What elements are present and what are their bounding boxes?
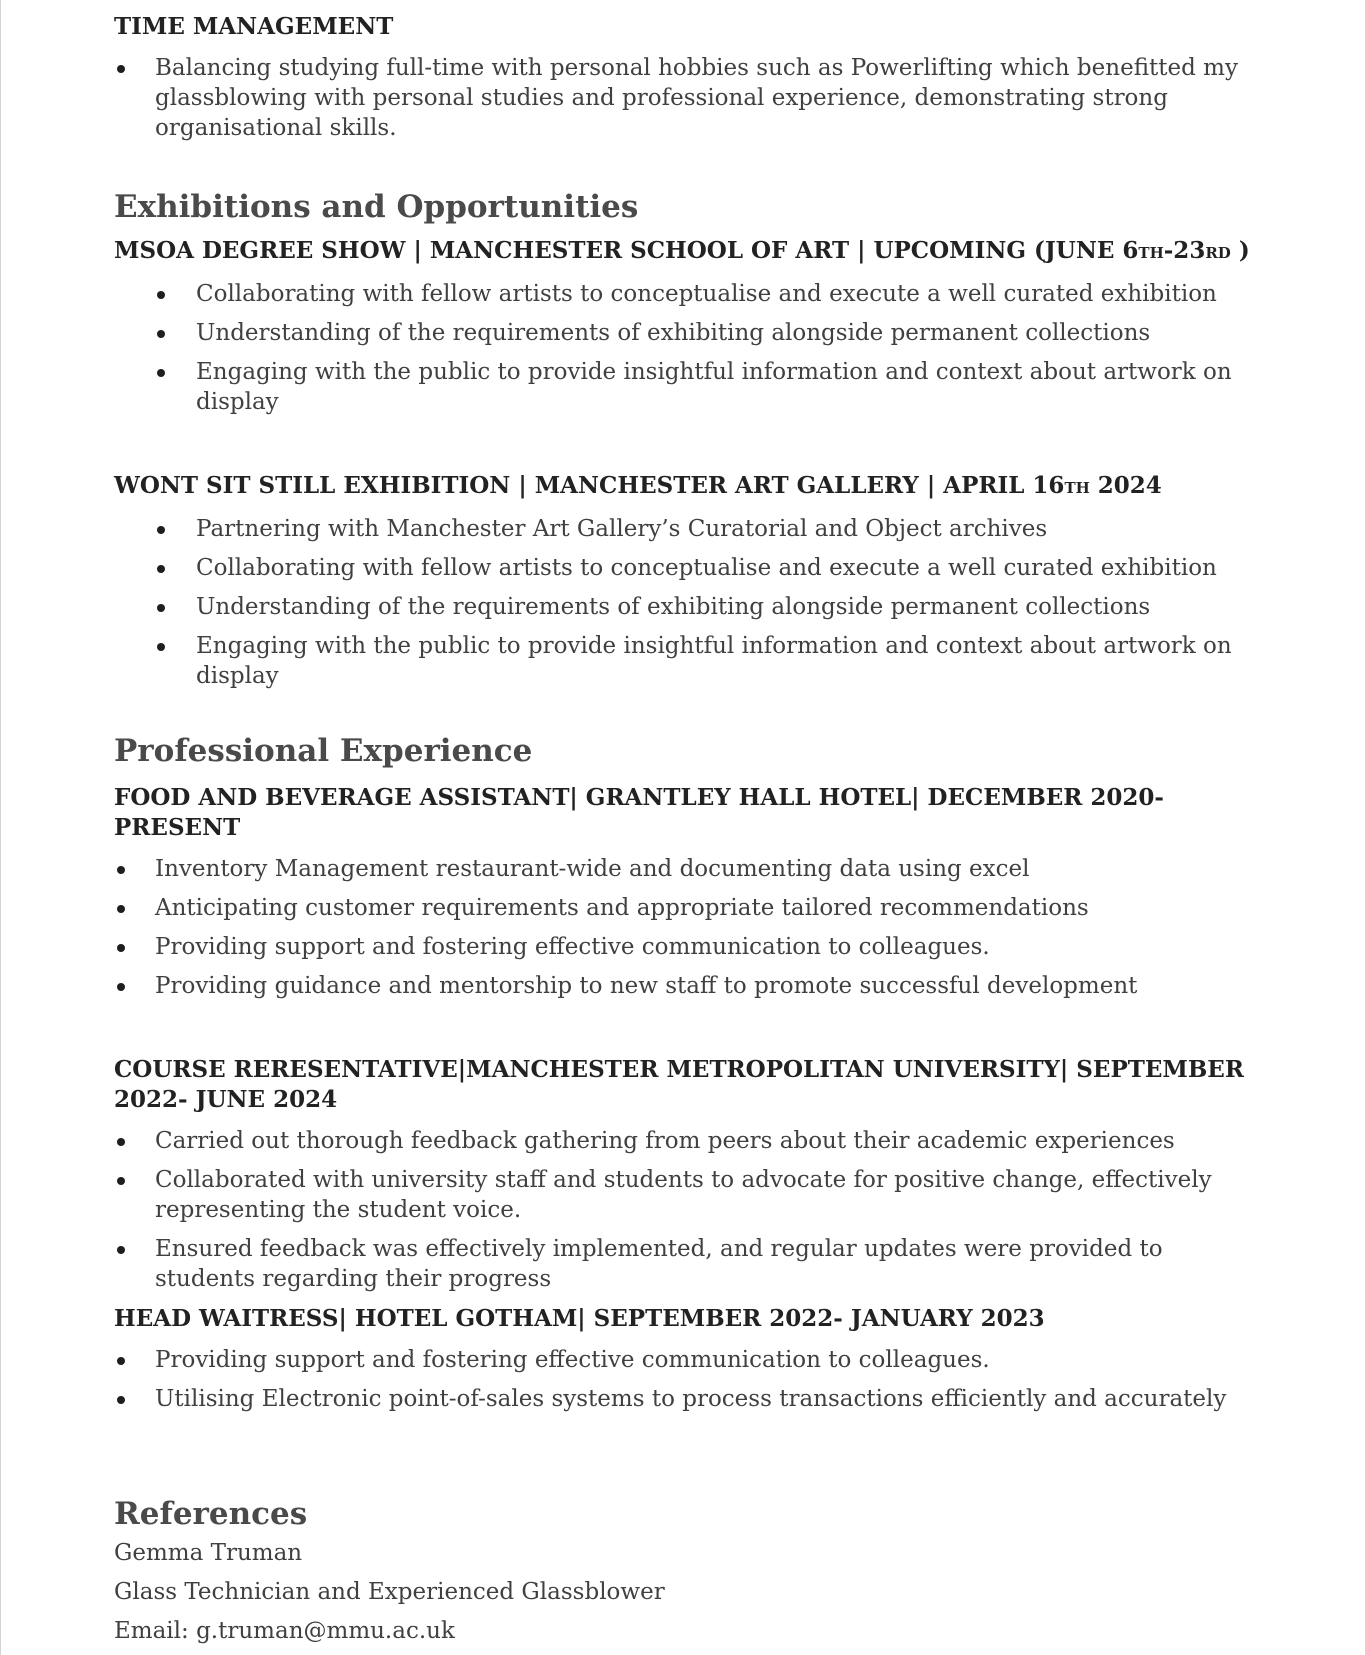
list-item: Providing support and fostering effective communication to colleagues.: [114, 1345, 1264, 1375]
bullet-icon: [117, 65, 125, 73]
msoa-heading: MSOA DEGREE SHOW | MANCHESTER SCHOOL OF ART | UPCOMING (JUNE 6TH-23RD ): [114, 237, 1250, 264]
job-heading-head-waitress: HEAD WAITRESS| HOTEL GOTHAM| SEPTEMBER 2022- JANUARY 2023: [114, 1305, 1045, 1332]
bullet-icon: [117, 1357, 125, 1365]
professional-experience-title: Professional Experience: [114, 733, 533, 769]
job-list-grantley: [114, 854, 1264, 1001]
bullet-icon: [157, 330, 165, 338]
bullet-icon: [117, 905, 125, 913]
bullet-icon: [117, 944, 125, 952]
job-list-course-rep: [114, 1126, 1264, 1294]
bullet-icon: [157, 565, 165, 573]
bullet-icon: [117, 1246, 125, 1254]
list-item: Ensured feedback was effectively implemented, and regular updates were provided to students regarding their progress: [114, 1234, 1264, 1294]
list-item: Collaborating with fellow artists to conceptualise and execute a well curated exhibition: [114, 553, 1264, 583]
time-management-heading: TIME MANAGEMENT: [114, 13, 394, 40]
bullet-icon: [157, 643, 165, 651]
bullet-icon: [117, 866, 125, 874]
list-item: Partnering with Manchester Art Gallery’s Curatorial and Object archives: [114, 514, 1264, 544]
list-item: Providing guidance and mentorship to new staff to promote successful development: [114, 971, 1264, 1001]
list-item: Engaging with the public to provide insightful information and context about artwork on display: [114, 631, 1264, 691]
job-list-head-waitress: [114, 1345, 1264, 1414]
bullet-icon: [157, 604, 165, 612]
list-item: Understanding of the requirements of exhibiting alongside permanent collections: [114, 318, 1264, 348]
list-item: Carried out thorough feedback gathering from peers about their academic experiences: [114, 1126, 1264, 1156]
job-heading-course-rep: COURSE RERESENTATIVE|MANCHESTER METROPOLITAN UNIVERSITY| SEPTEMBER 2022- JUNE 2024: [114, 1056, 1244, 1113]
list-item: Collaborating with fellow artists to conceptualise and execute a well curated exhibition: [114, 279, 1264, 309]
cv-body: [114, 12, 1264, 1646]
wont-sit-still-list: [114, 514, 1264, 691]
list-item: Collaborated with university staff and students to advocate for positive change, effectively representing the student voice.: [114, 1165, 1264, 1225]
references-title: References: [114, 1496, 308, 1532]
wont-sit-still-heading: WONT SIT STILL EXHIBITION | MANCHESTER ART GALLERY | APRIL 16TH 2024: [114, 472, 1162, 499]
exhibitions-title: Exhibitions and Opportunities: [114, 189, 639, 225]
bullet-icon: [157, 369, 165, 377]
bullet-icon: [157, 291, 165, 299]
msoa-list: [114, 279, 1264, 417]
list-item: Providing support and fostering effective communication to colleagues.: [114, 932, 1264, 962]
reference-name: Gemma Truman: [114, 1540, 303, 1566]
list-item: Inventory Management restaurant-wide and documenting data using excel: [114, 854, 1264, 884]
list-item: Understanding of the requirements of exhibiting alongside permanent collections: [114, 592, 1264, 622]
list-item: Balancing studying full-time with personal hobbies such as Powerlifting which benefitted my glassblowing with personal studies and professional experience, demonstrating strong organisational skills.: [114, 53, 1264, 143]
bullet-icon: [117, 983, 125, 991]
job-heading-grantley: FOOD AND BEVERAGE ASSISTANT| GRANTLEY HALL HOTEL| DECEMBER 2020- PRESENT: [114, 784, 1164, 841]
bullet-icon: [117, 1138, 125, 1146]
bullet-icon: [157, 526, 165, 534]
list-item: Utilising Electronic point-of-sales systems to process transactions efficiently and accurately: [114, 1384, 1264, 1414]
reference-email: Email: g.truman@mmu.ac.uk: [114, 1618, 455, 1644]
list-item: Anticipating customer requirements and appropriate tailored recommendations: [114, 893, 1264, 923]
bullet-icon: [117, 1396, 125, 1404]
time-management-list: [114, 53, 1264, 143]
list-item: Engaging with the public to provide insightful information and context about artwork on display: [114, 357, 1264, 417]
reference-role: Glass Technician and Experienced Glassblower: [114, 1579, 665, 1605]
bullet-icon: [117, 1177, 125, 1185]
